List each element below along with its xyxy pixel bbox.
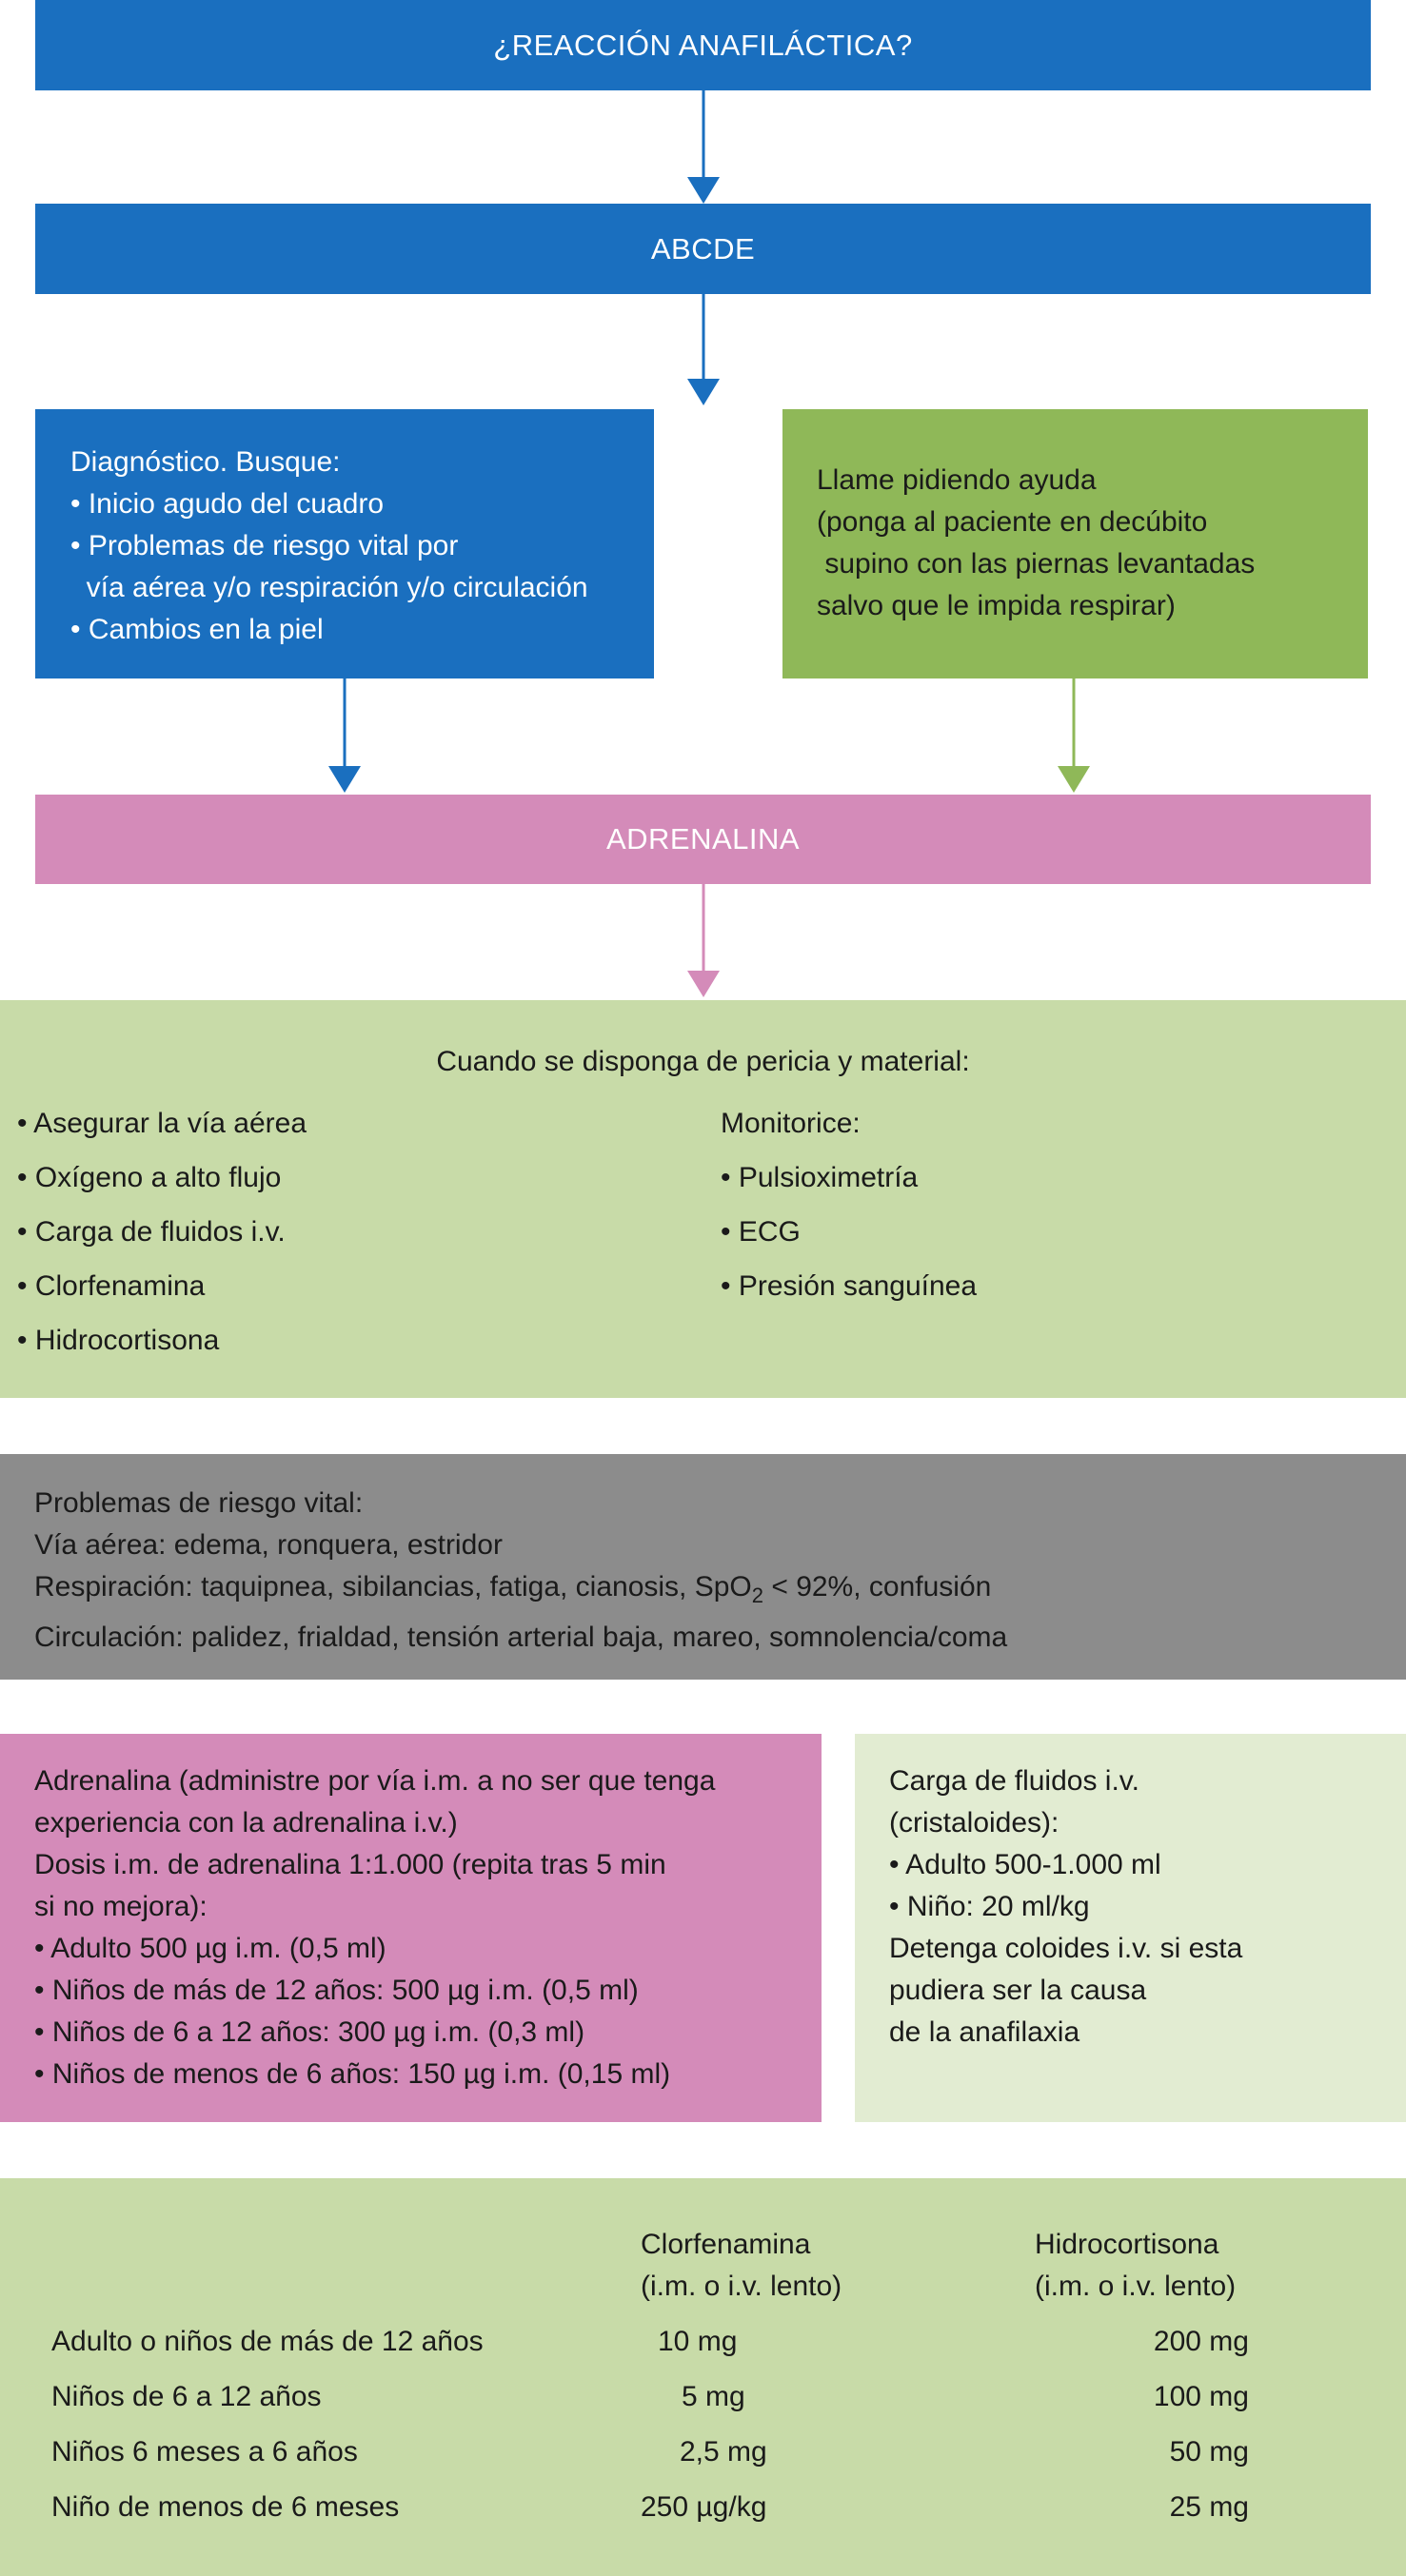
adrenaline-detail-line: Dosis i.m. de adrenalina 1:1.000 (repita tras 5 min: [34, 1849, 666, 1880]
adrenaline-detail-line: • Niños de menos de 6 años: 150 µg i.m. (0,15 ml): [34, 2058, 671, 2090]
diagnosis-item: vía aérea y/o respiración y/o circulación: [70, 572, 588, 603]
help-line: supino con las piernas levantadas: [817, 548, 1256, 580]
row-hidro-value: 25 mg: [1169, 2491, 1249, 2523]
fluids-line: Detenga coloides i.v. si esta: [889, 1933, 1243, 1964]
help-box: [782, 409, 1368, 678]
diagnosis-item: • Cambios en la piel: [70, 614, 324, 645]
abcde-box: [35, 204, 1371, 294]
expertise-item: • Hidrocortisona: [17, 1325, 220, 1356]
row-label: Adulto o niños de más de 12 años: [51, 2326, 484, 2357]
reaction-title: ¿REACCIÓN ANAFILÁCTICA?: [493, 28, 913, 62]
fluids-line: • Niño: 20 ml/kg: [889, 1891, 1090, 1922]
risks-box: [0, 1454, 1406, 1680]
expertise-item: • Carga de fluidos i.v.: [17, 1216, 286, 1248]
adrenaline-detail-line: • Adulto 500 µg i.m. (0,5 ml): [34, 1933, 386, 1964]
risks-circulation: Circulación: palidez, frialdad, tensión arterial baja, mareo, somnolencia/coma: [34, 1622, 1008, 1653]
row-hidro-value: 50 mg: [1169, 2436, 1249, 2468]
adrenaline-label: ADRENALINA: [605, 822, 801, 855]
risks-breathing-text: Respiración: taquipnea, sibilancias, fatiga, cianosis, SpO: [34, 1571, 752, 1603]
col-subheader-hidrocortisona: (i.m. o i.v. lento): [1035, 2271, 1237, 2302]
diagnosis-item: • Inicio agudo del cuadro: [70, 488, 385, 520]
row-hidro-value: 100 mg: [1153, 2381, 1249, 2412]
fluids-line: (cristaloides):: [889, 1807, 1059, 1839]
diagnosis-box: [35, 409, 654, 678]
adrenaline-detail-line: Adrenalina (administre por vía i.m. a no ser que tenga: [34, 1765, 716, 1797]
col-subheader-clorfenamina: (i.m. o i.v. lento): [641, 2271, 842, 2302]
fluids-box: [855, 1734, 1406, 2122]
help-line: salvo que le impida respirar): [817, 590, 1176, 621]
row-clor-value: 250 µg/kg: [641, 2491, 767, 2523]
adrenaline-detail-line: • Niños de 6 a 12 años: 300 µg i.m. (0,3 ml): [34, 2016, 585, 2048]
row-label: Niños 6 meses a 6 años: [51, 2436, 358, 2468]
abcde-label: ABCDE: [650, 231, 756, 265]
monitor-heading: Monitorice:: [721, 1108, 861, 1139]
risks-heading: Problemas de riesgo vital:: [34, 1487, 364, 1519]
help-line: (ponga al paciente en decúbito: [817, 506, 1208, 538]
row-clor-value: 5 mg: [682, 2381, 745, 2412]
monitor-item: • Pulsioximetría: [721, 1162, 919, 1193]
adrenaline-detail-box: [0, 1734, 822, 2122]
row-hidro-value: 200 mg: [1153, 2326, 1249, 2357]
row-label: Niños de 6 a 12 años: [51, 2381, 322, 2412]
monitor-item: • Presión sanguínea: [721, 1270, 978, 1302]
fluids-line: • Adulto 500-1.000 ml: [889, 1849, 1161, 1880]
risks-breathing-sub: 2: [751, 1583, 763, 1607]
dosage-table: [0, 2178, 1406, 2576]
expertise-item: • Clorfenamina: [17, 1270, 206, 1302]
fluids-line: pudiera ser la causa: [889, 1975, 1147, 2006]
expertise-item: • Oxígeno a alto flujo: [17, 1162, 282, 1193]
risks-breathing-end: < 92%, confusión: [763, 1571, 992, 1603]
row-label: Niño de menos de 6 meses: [51, 2491, 400, 2523]
expertise-heading: Cuando se disponga de pericia y material:: [436, 1046, 970, 1077]
col-header-clorfenamina: Clorfenamina: [641, 2229, 811, 2260]
adrenaline-detail-line: • Niños de más de 12 años: 500 µg i.m. (0,5 ml): [34, 1975, 639, 2006]
diagnosis-heading: Diagnóstico. Busque:: [70, 446, 341, 478]
risks-airway: Vía aérea: edema, ronquera, estridor: [34, 1529, 503, 1561]
diagnosis-item: • Problemas de riesgo vital por: [70, 530, 459, 561]
adrenaline-detail-line: experiencia con la adrenalina i.v.): [34, 1807, 458, 1839]
adrenaline-box: [35, 795, 1371, 884]
monitor-item: • ECG: [721, 1216, 801, 1248]
expertise-item: • Asegurar la vía aérea: [17, 1108, 307, 1139]
col-header-hidrocortisona: Hidrocortisona: [1035, 2229, 1219, 2260]
row-clor-value: 10 mg: [658, 2326, 738, 2357]
row-clor-value: 2,5 mg: [680, 2436, 767, 2468]
fluids-line: Carga de fluidos i.v.: [889, 1765, 1139, 1797]
expertise-box: [0, 1000, 1406, 1398]
risks-breathing: [34, 1566, 1406, 1617]
help-line: Llame pidiendo ayuda: [817, 464, 1097, 496]
fluids-line: de la anafilaxia: [889, 2016, 1080, 2048]
adrenaline-detail-line: si no mejora):: [34, 1891, 208, 1922]
